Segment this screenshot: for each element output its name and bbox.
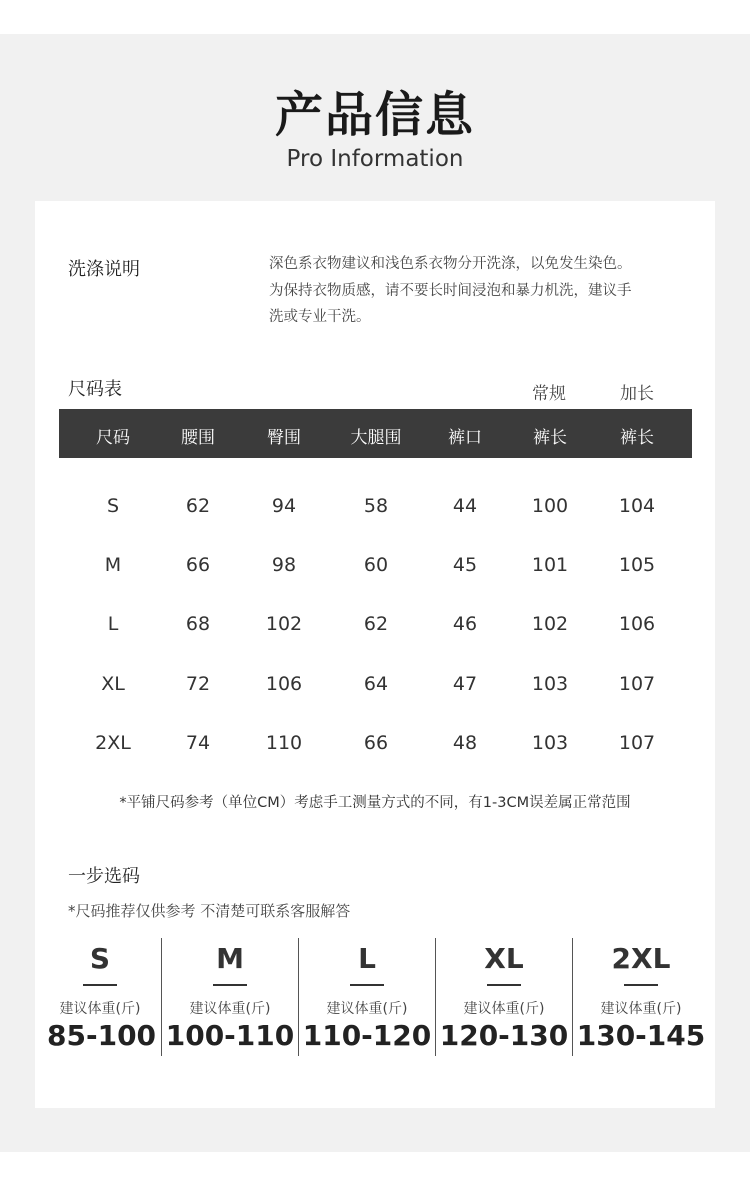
recommend-size: XL (484, 942, 524, 975)
cell-thigh: 62 (363, 613, 389, 635)
cell-waist: 62 (185, 495, 211, 517)
cell-size: XL (101, 673, 125, 695)
header-size: 尺码 (96, 428, 130, 448)
weight-label: 建议体重(斤) (59, 1001, 141, 1017)
weight-range: 130-145 (576, 1019, 706, 1052)
size-table-note: *平铺尺码参考（单位CM）考虑手工测量方式的不同，有1-3CM误差属正常范围 (119, 795, 631, 811)
cell-thigh: 66 (363, 732, 389, 754)
cell-length-normal: 103 (531, 673, 569, 695)
size-table-header (59, 409, 692, 458)
cell-thigh: 60 (363, 554, 389, 576)
cell-hip: 106 (265, 673, 303, 695)
weight-label: 建议体重(斤) (326, 1001, 408, 1017)
size-underline (350, 984, 384, 986)
cell-length-long: 107 (618, 673, 656, 695)
header-thigh: 大腿围 (350, 428, 402, 448)
wash-line-2: 为保持衣物质感，请不要长时间浸泡和暴力机洗，建议手 (269, 282, 632, 299)
cell-length-normal: 103 (531, 732, 569, 754)
cell-hip: 110 (265, 732, 303, 754)
cell-waist: 72 (185, 673, 211, 695)
header-waist: 腰围 (181, 428, 215, 448)
cell-waist: 68 (185, 613, 211, 635)
cell-leg-opening: 44 (452, 495, 478, 517)
cell-leg-opening: 48 (452, 732, 478, 754)
header-leg-opening: 裤口 (448, 428, 482, 448)
cell-thigh: 58 (363, 495, 389, 517)
cell-length-normal: 100 (531, 495, 569, 517)
cell-size: S (106, 495, 120, 517)
cell-size: M (104, 554, 122, 576)
table-row (59, 732, 692, 762)
cell-length-normal: 101 (531, 554, 569, 576)
cell-hip: 98 (271, 554, 297, 576)
recommend-size: 2XL (611, 942, 671, 975)
cell-hip: 94 (271, 495, 297, 517)
cell-leg-opening: 47 (452, 673, 478, 695)
header-length-long: 裤长 (620, 428, 654, 448)
recommend-label: 一步选码 (68, 866, 140, 887)
header-length-normal: 裤长 (533, 428, 567, 448)
table-row (59, 495, 692, 525)
wash-line-3: 洗或专业干洗。 (269, 309, 371, 325)
page-subtitle: Pro Information (286, 146, 464, 172)
recommend-size: M (216, 942, 244, 975)
weight-label: 建议体重(斤) (189, 1001, 271, 1017)
recommend-note: *尺码推荐仅供参考 不清楚可联系客服解答 (68, 902, 351, 920)
sub-header-long: 加长 (620, 384, 654, 404)
cell-hip: 102 (265, 613, 303, 635)
size-underline (83, 984, 117, 986)
recommend-item-m (162, 936, 298, 1056)
size-table-label: 尺码表 (68, 379, 122, 400)
table-row (59, 613, 692, 643)
size-underline (624, 984, 658, 986)
recommend-size: L (358, 942, 376, 975)
cell-size: L (107, 613, 119, 635)
recommend-item-2xl (573, 936, 709, 1056)
weight-range: 100-110 (165, 1019, 295, 1052)
cell-size: 2XL (95, 732, 131, 754)
wash-instructions (269, 251, 689, 331)
wash-label: 洗涤说明 (68, 259, 140, 280)
recommend-size: S (89, 942, 111, 975)
cell-length-normal: 102 (531, 613, 569, 635)
recommend-item-l (299, 936, 435, 1056)
weight-label: 建议体重(斤) (463, 1001, 545, 1017)
page-title: 产品信息 (274, 87, 475, 143)
recommend-item-xl (436, 936, 572, 1056)
cell-thigh: 64 (363, 673, 389, 695)
cell-leg-opening: 46 (452, 613, 478, 635)
cell-leg-opening: 45 (452, 554, 478, 576)
header-hip: 臀围 (267, 428, 301, 448)
wash-line-1: 深色系衣物建议和浅色系衣物分开洗涤，以免发生染色。 (269, 256, 632, 272)
sub-header-normal: 常规 (532, 384, 566, 404)
cell-length-long: 106 (618, 613, 656, 635)
weight-range: 120-130 (439, 1019, 569, 1052)
cell-length-long: 107 (618, 732, 656, 754)
size-underline (487, 984, 521, 986)
weight-label: 建议体重(斤) (600, 1001, 682, 1017)
table-row (59, 673, 692, 703)
cell-length-long: 104 (618, 495, 656, 517)
table-row (59, 554, 692, 584)
cell-waist: 66 (185, 554, 211, 576)
weight-range: 85-100 (47, 1019, 157, 1052)
size-underline (213, 984, 247, 986)
recommend-item-s (47, 936, 157, 1056)
cell-length-long: 105 (618, 554, 656, 576)
info-card (35, 201, 715, 1108)
weight-range: 110-120 (302, 1019, 432, 1052)
cell-waist: 74 (185, 732, 211, 754)
